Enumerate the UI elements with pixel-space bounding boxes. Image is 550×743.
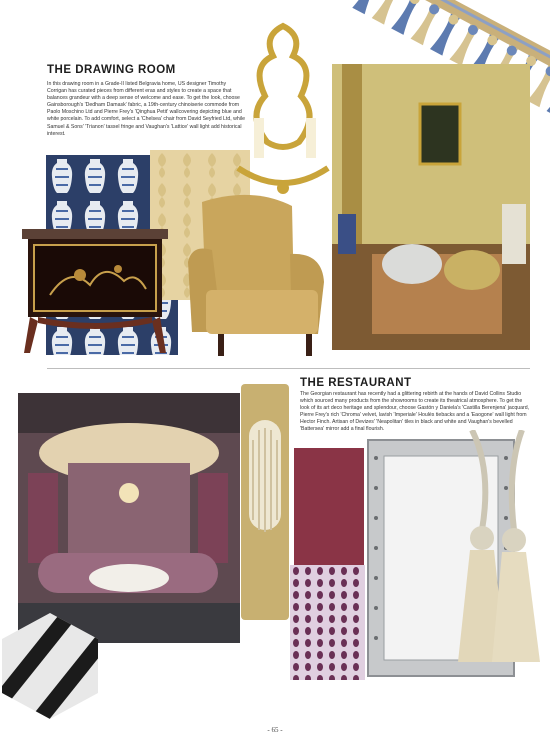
chroma-velvet-swatch	[294, 448, 364, 568]
restaurant-photo	[18, 393, 240, 643]
neapolitan-tile-image	[0, 611, 100, 721]
eagone-wall-light-image	[235, 380, 295, 625]
drawing-room-body: In this drawing room in a Grade-II listed Belgravia home, US designer Timothy Corrigan has curated pieces from different eras and styles to create a space that balances grandeur with a deep sense of welcome and ease. To get the look, choose Gainsborough's 'Dedham Damask' fabric, a 19th-century chinoiserie commode from Paolo Moschino Ltd and Pierre Frey's 'Qinghua Petit' wallcovering depicting blue and white porcelain. To add comfort, select a 'Chelsea' chair from David Seyfried Ltd, while Samuel & Sons' 'Trianon' tassel fringe and Vaughan's 'Lattice' wall light add historical interest.	[47, 81, 245, 137]
section-divider	[47, 368, 530, 369]
drawing-room-photo	[332, 64, 530, 350]
castilla-jacquard-swatch	[290, 565, 365, 680]
page-number: - 65 -	[267, 726, 283, 734]
drawing-room-title: THE DRAWING ROOM	[47, 64, 176, 76]
restaurant-title: THE RESTAURANT	[300, 377, 412, 389]
restaurant-body: The Georgian restaurant has recently had a glittering rebirth at the hands of David Collins Studio which sourced many products from the showrooms to create its theatrical atmosphere. To get the look of its art deco heritage and splendour, choose Gastón y Daniela's 'Castilla Berenjena' jacquard, Pierre Frey's rich 'Chroma' velvet, lavish 'Imperiale' Houlès tiebacks and a 'Eaogone' wall light from Hector Finch. Artisan of Devizes' 'Neapolitan' tiles in black and white and Vaughan's bevelled 'Battersea' mirror add a final flourish.	[300, 391, 530, 433]
chinoiserie-commode-image	[20, 225, 170, 355]
imperiale-tiebacks-image	[452, 430, 547, 670]
chelsea-chair-image	[182, 192, 330, 362]
lattice-wall-light-image	[228, 18, 338, 198]
